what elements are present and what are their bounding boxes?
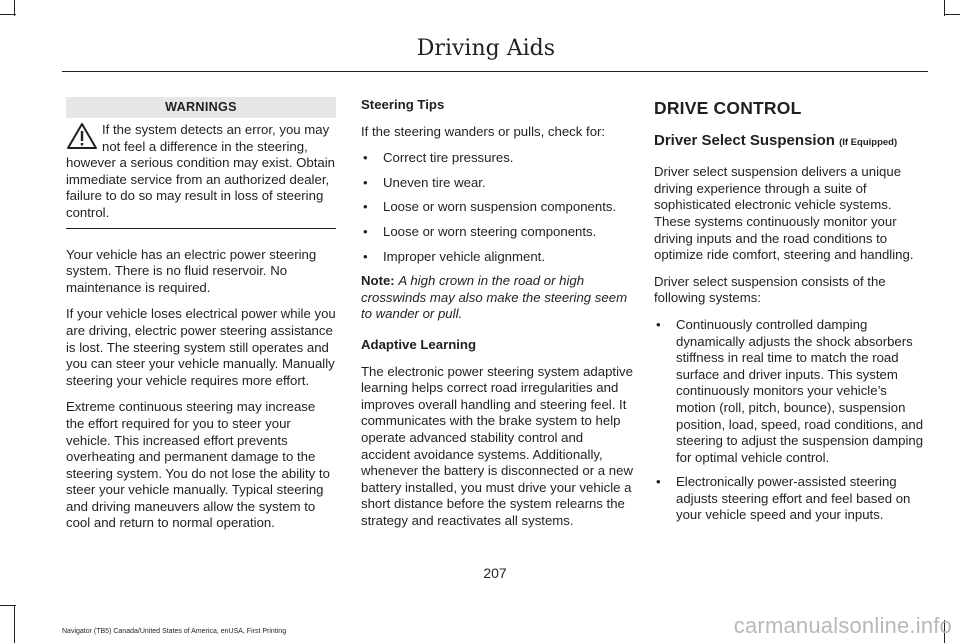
list-item-text: Continuously controlled damping dynamically adjusts the shock absorbers stiffness in real time to match the road surface and driver inputs. This system continuously monitors your vehicle’s motion (roll, pitch, bounce), suspension position, load, speed, road conditions, and steering to adjust the suspension damping for optimal vehicle control. [676,316,924,465]
bullet-icon: • [363,150,368,166]
note-label: Note: [361,273,395,289]
column-2 [361,97,633,539]
subsection-heading-text: Driver Select Suspension [654,131,835,149]
bullet-icon: • [363,248,368,264]
list-item [361,175,633,192]
list-item-text: Improper vehicle alignment. [383,248,545,264]
paragraph: Driver select suspension delivers a unique driving experience through a suite of sophisticated electronic vehicle systems. These systems continuously monitor your driving inputs and the road conditions to optimize ride comfort, steering and handling. [654,164,914,263]
steering-tips-intro: If the steering wanders or pulls, check for: [361,123,606,139]
crop-mark-bottom-left [0,605,16,606]
watermark: carmanualsonline.info [733,613,952,638]
header-divider [62,71,928,72]
list-item [361,150,633,167]
note [361,273,633,323]
warning-text: If the system detects an error, you may not feel a difference in the steering, however a serious condition may exist. Obtain immediate service from an authorized dealer, failure to do so may result in loss of steering control. [66,122,336,220]
bullet-icon: • [363,223,368,239]
paragraph: Extreme continuous steering may increase the effort required for you to steer your vehicle. This increased effort prevents overheating and permanent damage to the steering system. You do not lose the ability to steer your vehicle manually. Typical steering and driving maneuvers allow the system to cool and return to normal operation. [66,399,330,531]
list-item-text: Loose or worn suspension components. [383,199,617,215]
warnings-box [66,122,336,229]
list-item [654,317,928,466]
crop-mark-top-left [0,14,16,15]
column-3 [654,97,928,532]
adaptive-learning-heading: Adaptive Learning [361,336,477,352]
subsection-heading [654,133,928,152]
paragraph: Driver select suspension consists of the following systems: [654,273,886,306]
paragraph: The electronic power steering system adaptive learning helps correct road irregularities and improves overall handling and steering feel. It communicates with the brake system to help operate advanced stability control and accident avoidance systems. Additionally, whenever the battery is disconnected or a new battery installed, you must drive your vehicle a short distance before the system relearns the strategy and reactivates all systems. [361,363,633,528]
bullet-icon: • [656,316,661,332]
section-heading: DRIVE CONTROL [654,98,802,118]
note-text: A high crown in the road or high crosswinds may also make the steering seem to wander or pull. [361,273,628,322]
page-title: Driving Aids [416,36,555,61]
list-item-text: Loose or worn steering components. [383,223,597,239]
warning-triangle-icon [66,122,98,150]
bullet-icon: • [363,199,368,215]
list-item [654,474,928,524]
list-item-text: Correct tire pressures. [383,150,514,166]
paragraph: If your vehicle loses electrical power while you are driving, electric power steering assistance is lost. The steering system still operates and you can steer your vehicle manually. Manually steering your vehicle requires more effort. [66,306,336,388]
bullet-icon: • [656,474,661,490]
list-item [361,224,633,241]
list-item-text: Electronically power-assisted steering adjusts steering effort and feel based on your vehicle speed and your inputs. [676,474,911,523]
crop-mark-bottom-left [14,605,15,643]
list-item [361,249,633,266]
list-item-text: Uneven tire wear. [383,174,486,190]
bullet-icon: • [363,174,368,190]
crop-mark-top-right [944,14,960,15]
column-1 [66,97,336,542]
page-number: 207 [483,565,507,581]
edition-footer: Navigator (TB5) Canada/United States of America, enUSA, First Printing [62,628,287,635]
paragraph: Your vehicle has an electric power steering system. There is no fluid reservoir. No maintenance is required. [66,246,317,295]
steering-tips-heading: Steering Tips [361,97,445,112]
warnings-heading: WARNINGS [66,97,336,118]
if-equipped-note: (If Equipped) [839,136,898,148]
list-item [361,199,633,216]
warning-divider [66,228,336,229]
